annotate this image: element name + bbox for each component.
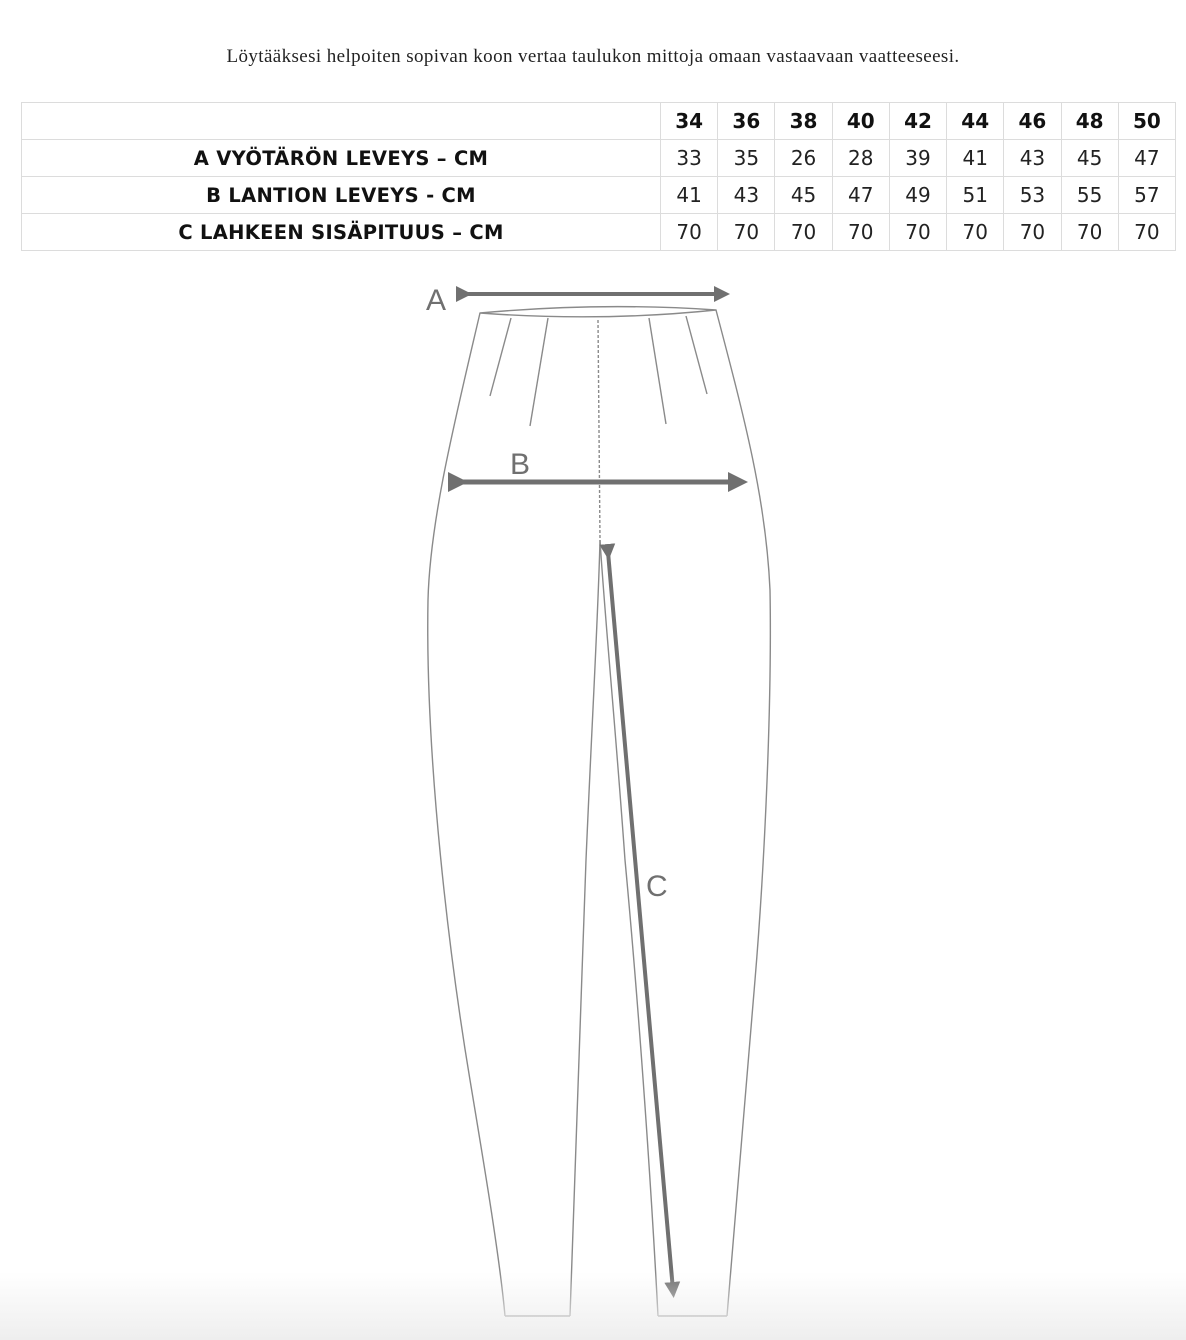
table-cell: 55: [1061, 177, 1118, 214]
size-48-header: 48: [1061, 103, 1118, 140]
table-cell: 47: [1118, 140, 1175, 177]
table-cell: 45: [775, 177, 832, 214]
table-cell: 57: [1118, 177, 1175, 214]
trousers-outline: [428, 307, 771, 1316]
table-cell: 26: [775, 140, 832, 177]
size-36-header: 36: [718, 103, 775, 140]
label-c: C: [646, 870, 668, 903]
intro-text: Löytääksesi helpoiten sopivan koon vertaa taulukon mittoja omaan vastaavaan vaatteeseesi.: [226, 46, 960, 67]
table-cell: 45: [1061, 140, 1118, 177]
table-cell: 70: [1004, 214, 1061, 251]
table-cell: 51: [947, 177, 1004, 214]
table-cell: 39: [889, 140, 946, 177]
row-label-waist: A VYÖTÄRÖN LEVEYS – CM: [22, 140, 661, 177]
table-cell: 41: [661, 177, 718, 214]
row-label-hip: B LANTION LEVEYS - CM: [22, 177, 661, 214]
table-cell: 28: [832, 140, 889, 177]
row-label-inseam: C LAHKEEN SISÄPITUUS – CM: [22, 214, 661, 251]
size-44-header: 44: [947, 103, 1004, 140]
size-40-header: 40: [832, 103, 889, 140]
table-cell: 70: [1061, 214, 1118, 251]
inseam-arrow: [608, 552, 673, 1290]
table-cell: 43: [718, 177, 775, 214]
table-cell: 47: [832, 177, 889, 214]
table-cell: 70: [1118, 214, 1175, 251]
table-cell: 41: [947, 140, 1004, 177]
table-cell: 49: [889, 177, 946, 214]
size-46-header: 46: [1004, 103, 1061, 140]
size-38-header: 38: [775, 103, 832, 140]
label-a: A: [426, 284, 447, 317]
table-cell: 70: [832, 214, 889, 251]
table-cell: 70: [947, 214, 1004, 251]
table-cell: 35: [718, 140, 775, 177]
size-42-header: 42: [889, 103, 946, 140]
table-cell: 43: [1004, 140, 1061, 177]
table-cell: 33: [661, 140, 718, 177]
size-34-header: 34: [661, 103, 718, 140]
table-cell: 70: [889, 214, 946, 251]
label-b: B: [510, 448, 531, 481]
table-cell: 70: [775, 214, 832, 251]
table-cell: 70: [718, 214, 775, 251]
table-cell: 70: [661, 214, 718, 251]
table-cell: 53: [1004, 177, 1061, 214]
size-50-header: 50: [1118, 103, 1175, 140]
